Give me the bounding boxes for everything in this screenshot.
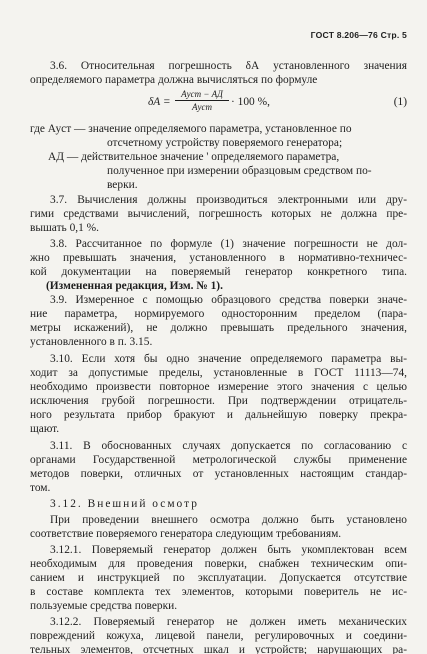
formula-1 — [30, 89, 407, 115]
text-line: ние параметра, нормируемого односторонним пределом (пара- — [30, 308, 407, 320]
text-line: в составе комплекта тех элементов, которыми поверитель не ис- — [30, 586, 407, 598]
text-line: санием и инструкцией по эксплуатации. Допускается отсутствие — [30, 572, 407, 584]
formula-numerator: Aуст − AД — [175, 89, 229, 101]
text-line: где Ауст — значение определяемого параметра, установленное по — [30, 123, 352, 135]
text-line: 3.12.2. Поверяемый генератор не должен иметь механических — [50, 616, 407, 628]
formula-lhs: δA = — [148, 96, 171, 108]
text-line: 3.11. В обоснованных случаях допускается по согласованию с — [50, 440, 407, 452]
text-line: том. — [30, 482, 51, 494]
text-line: 3.10. Если хотя бы одно значение определяемого параметра вы- — [50, 353, 407, 365]
text-line: верки. — [107, 179, 138, 191]
text-line: 3.8. Рассчитанное по формуле (1) значение погрешности не дол- — [50, 238, 407, 250]
text-line: повреждений кожуха, лицевой панели, регулировочных и соедини- — [30, 630, 407, 642]
text-line: При проведении внешнего осмотра должно быть установлено — [50, 514, 407, 526]
text-line: ходит за допустимые пределы, установленные в ГОСТ 11113—74, — [30, 367, 407, 379]
text-line: методов поверки, отличных от установленных настоящим стандар- — [30, 468, 407, 480]
text-line: 3.6. Относительная погрешность δА установленного значения — [50, 60, 407, 72]
text-line: отсчетному устройству поверяемого генератора; — [107, 137, 343, 149]
text-line: необходимым для проведения поверки, снабжен техническим опи- — [30, 558, 407, 570]
text-line: АД — действительное значение ' определяемого параметра, — [48, 151, 340, 163]
text-line: метры искажений), не должно превышать предельного значения, — [30, 322, 407, 334]
section-heading: 3.12. Внешний осмотр — [50, 498, 199, 510]
page-header: ГОСТ 8.206—76 Стр. 5 — [310, 30, 407, 40]
text-line: необходимо произвести повторное измерение этого значения с целью — [30, 381, 407, 393]
text-line: органами Государственной метрологической службы применение — [30, 454, 407, 466]
text-line: 3.9. Измеренное с помощью образцового средства поверки значе- — [50, 294, 407, 306]
text-line: установленного в п. 3.15. — [30, 336, 153, 348]
text-line: ного результата прибор бракуют и дальнейшую поверку прекра- — [30, 409, 407, 421]
text-line: 3.7. Вычисления должны производиться электронными или дру- — [50, 194, 407, 206]
text-line: вышать 0,1 %. — [30, 222, 100, 234]
text-line: жно превышать значения, установленного в нормативно-техничес- — [30, 252, 407, 264]
text-line: кой документации на поверяемый генератор конкретного типа. — [30, 266, 407, 278]
amendment-note: (Измененная редакция, Изм. № 1). — [46, 280, 223, 292]
formula-rhs: · 100 %, — [231, 96, 270, 108]
text-line: гими средствами вычислений, погрешность которых не должна пре- — [30, 208, 407, 220]
text-line: соответствие поверяемого генератора следующим требованиям. — [30, 528, 342, 540]
text-line: определяемого параметра должна вычисляться по формуле — [30, 74, 318, 86]
text-line: исключения грубой погрешности. При подтверждении отрицатель- — [30, 395, 407, 407]
text-line: тельных элементов, отсчетных шкал и устройств; нарушающих ра- — [30, 644, 407, 654]
text-line: полученное при измерении образцовым средством по- — [107, 165, 372, 177]
formula-denominator: Aуст — [192, 102, 212, 112]
text-line: пользуемые средства поверки. — [30, 600, 178, 612]
text-line: 3.12.1. Поверяемый генератор должен быть укомплектован всем — [50, 544, 407, 556]
formula-fraction — [175, 89, 229, 112]
formula-number: (1) — [393, 96, 407, 108]
text-line: щают. — [30, 423, 60, 435]
